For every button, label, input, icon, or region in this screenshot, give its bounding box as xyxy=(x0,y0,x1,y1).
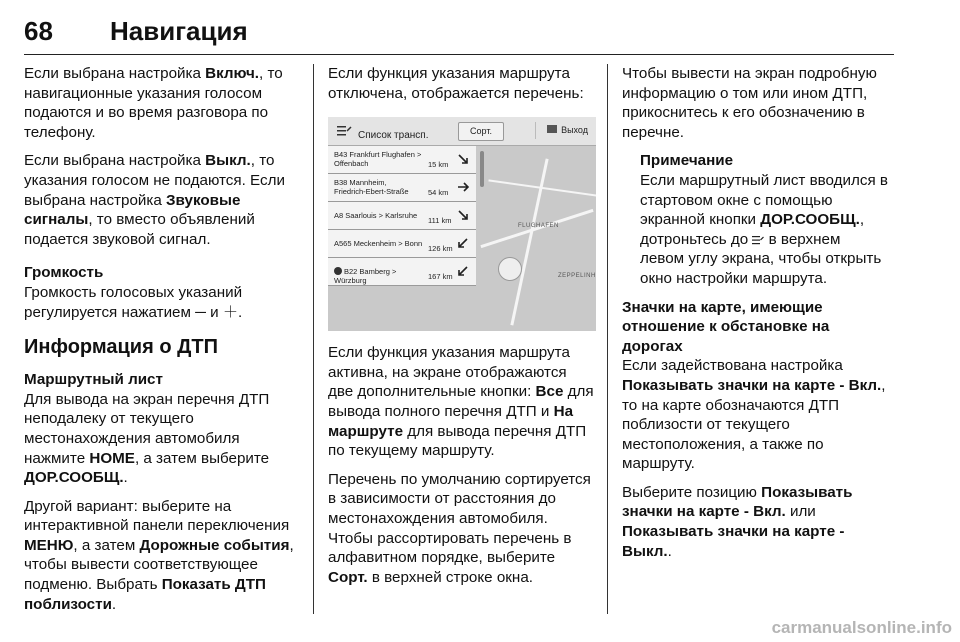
exit-icon xyxy=(547,125,557,133)
distance: 126 km xyxy=(428,244,453,254)
list-item[interactable]: B38 Mannheim, Friedrich-Ebert-Straße 54 km xyxy=(328,174,476,202)
paragraph: Громкость голосовых указаний регулируется нажатием ─ и ＋. xyxy=(24,283,243,321)
direction-arrow-icon xyxy=(456,208,470,222)
direction-arrow-icon xyxy=(456,180,470,194)
screen-top-bar xyxy=(328,117,596,146)
map-label: FLUGHAFEN xyxy=(518,223,559,230)
distance: 54 km xyxy=(428,188,449,198)
list-item[interactable]: A8 Saarlouis > Karlsruhe 111 km xyxy=(328,202,476,230)
distance: 15 km xyxy=(428,160,449,170)
paragraph: Для вывода на экран перечня ДТП неподалеку от текущего местонахождения автомобиля нажмите HOME, а затем выберите ДОР.СООБЩ.. xyxy=(24,390,270,487)
exit-button[interactable]: Выход xyxy=(535,122,588,139)
list-item[interactable]: A565 Meckenheim > Bonn 126 km xyxy=(328,230,476,258)
road-badge-icon xyxy=(334,267,342,275)
column-divider xyxy=(313,64,314,614)
paragraph: Если функция указания маршрута отключена, отображается перечень: xyxy=(328,65,584,102)
page-number: 68 xyxy=(24,16,53,46)
note-title: Примечание xyxy=(640,152,734,170)
column-left xyxy=(24,64,300,623)
sort-button[interactable]: Сорт. xyxy=(458,122,504,141)
list-item[interactable]: B43 Frankfurt Flughafen > Offenbach 15 km xyxy=(328,146,476,174)
section-heading: Значки на карте, имеющие отношение к обстановке на дорогах xyxy=(622,298,830,355)
distance: 111 km xyxy=(428,216,452,226)
scrollbar[interactable] xyxy=(480,151,484,187)
paragraph: Если функция указания маршрута активна, на экране отображаются две дополнительные кнопки: Все для вывода полного перечня ДТП и На маршруте для вывода перечня ДТП по текущему маршруту. xyxy=(328,344,594,460)
distance: 167 km xyxy=(428,272,453,282)
paragraph: Выберите позицию Показывать значки на карте - Вкл. или Показывать значки на карте - Выкл.. xyxy=(622,483,853,560)
paragraph: Если выбрана настройка Выкл., то указания голосом не подаются. Если выбрана настройка Звуковые сигналы, то вместо объявлений подается звуковой сигнал. xyxy=(24,152,285,248)
paragraph: Если выбрана настройка Включ., то навигационные указания голосом подаются и во время разговора по телефону. xyxy=(24,65,283,141)
column-right xyxy=(622,64,888,570)
column-middle xyxy=(328,64,596,596)
paragraph: Чтобы вывести на экран подробную информацию о том или ином ДТП, прикоснитесь к его обозначению в перечне. xyxy=(622,65,877,141)
direction-arrow-icon xyxy=(456,152,470,166)
route-settings-icon[interactable] xyxy=(336,124,352,138)
map-label: ZEPPELINH xyxy=(558,273,596,280)
page-header xyxy=(24,14,894,55)
section-heading: Маршрутный лист xyxy=(24,371,163,389)
compass-icon[interactable] xyxy=(498,257,522,281)
traffic-list xyxy=(328,146,476,331)
route-settings-icon xyxy=(752,235,764,245)
paragraph: Другой вариант: выберите на интерактивной панели переключения МЕНЮ, а затем Дорожные события, чтобы вывести соответствующее подменю. Выбрать Показать ДТП поблизости. xyxy=(24,497,294,613)
section-heading: Громкость xyxy=(24,264,104,282)
page-title: Навигация xyxy=(110,16,248,46)
section-heading: Информация о ДТП xyxy=(24,336,218,359)
screen-title: Список трансп. xyxy=(358,130,429,142)
list-item[interactable]: B22 Bamberg > Würzburg 167 km xyxy=(328,258,476,286)
direction-arrow-icon xyxy=(456,236,470,250)
paragraph: Если маршрутный лист вводился в стартовом окне с помощью экранной кнопки ДОР.СООБЩ., дотроньтесь до в верхнем левом углу экрана, чтобы открыть окно настройки маршрута. xyxy=(640,171,888,287)
watermark: carmanualsonline.info xyxy=(771,618,952,637)
direction-arrow-icon xyxy=(456,264,470,278)
column-divider xyxy=(607,64,608,614)
paragraph: Если задействована настройка Показывать значки на карте - Вкл., то на карте обозначаются ДТП поблизости от текущего местоположения, а также по маршруту. xyxy=(622,357,886,473)
note-block xyxy=(640,151,888,288)
paragraph: Перечень по умолчанию сортируется в зависимости от расстояния до местонахождения автомобиля. Чтобы рассортировать перечень в алфавитном порядке, выберите Сорт. в верхней строке окна. xyxy=(328,470,591,586)
traffic-list-screenshot xyxy=(328,117,596,331)
